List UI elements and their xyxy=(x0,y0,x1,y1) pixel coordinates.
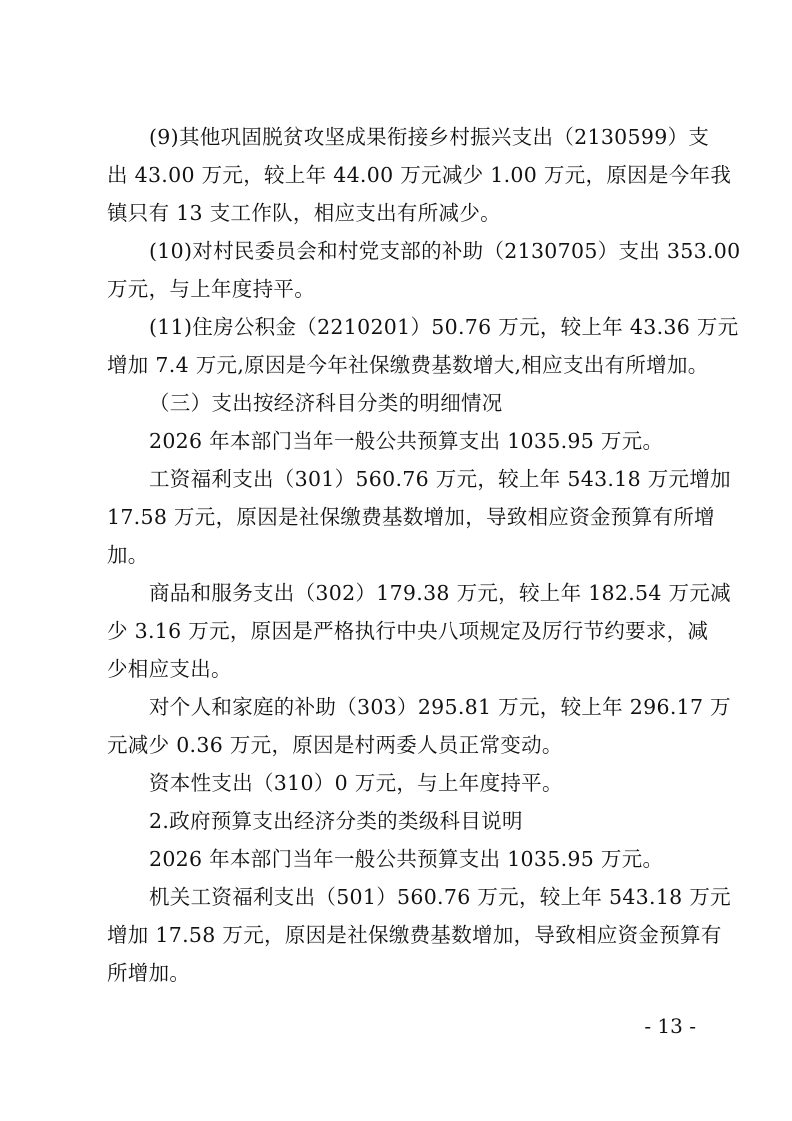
paragraph-line: 商品和服务支出（302）179.38 万元，较上年 182.54 万元减 xyxy=(149,581,731,605)
paragraph-line: 资本性支出（310）0 万元，与上年度持平。 xyxy=(149,771,563,795)
paragraph-line: 增加 7.4 万元,原因是今年社保缴费基数增大,相应支出有所增加。 xyxy=(107,353,709,377)
paragraph-line: 17.58 万元，原因是社保缴费基数增加，导致相应资金预算有所增 xyxy=(107,505,715,529)
paragraph-line: 加。 xyxy=(107,543,149,567)
paragraph-line: 增加 17.58 万元，原因是社保缴费基数增加，导致相应资金预算有 xyxy=(107,923,722,947)
paragraph-line: 元减少 0.36 万元，原因是村两委人员正常变动。 xyxy=(107,733,563,757)
paragraph-line: 对个人和家庭的补助（303）295.81 万元，较上年 296.17 万 xyxy=(149,695,731,719)
paragraph-line: 少相应支出。 xyxy=(107,657,232,681)
paragraph-line: (10)对村民委员会和村党支部的补助（2130705）支出 353.00 xyxy=(149,239,741,263)
section-heading: 2.政府预算支出经济分类的类级科目说明 xyxy=(149,809,523,833)
paragraph-line: 所增加。 xyxy=(107,961,191,985)
paragraph-line: 万元，与上年度持平。 xyxy=(107,277,315,301)
paragraph-line: 少 3.16 万元，原因是严格执行中央八项规定及厉行节约要求，减 xyxy=(107,619,709,643)
paragraph-line: (9)其他巩固脱贫攻坚成果衔接乡村振兴支出（2130599）支 xyxy=(149,125,710,149)
paragraph-line: 2026 年本部门当年一般公共预算支出 1035.95 万元。 xyxy=(149,847,664,871)
paragraph-line: 工资福利支出（301）560.76 万元，较上年 543.18 万元增加 xyxy=(149,467,731,491)
paragraph-line: 镇只有 13 支工作队，相应支出有所减少。 xyxy=(107,201,501,225)
paragraph-line: 机关工资福利支出（501）560.76 万元，较上年 543.18 万元 xyxy=(149,885,731,909)
paragraph-line: (11)住房公积金（2210201）50.76 万元，较上年 43.36 万元 xyxy=(149,315,739,339)
paragraph-line: 2026 年本部门当年一般公共预算支出 1035.95 万元。 xyxy=(149,429,664,453)
paragraph-line: 出 43.00 万元，较上年 44.00 万元减少 1.00 万元，原因是今年我 xyxy=(107,163,732,187)
section-heading: （三）支出按经济科目分类的明细情况 xyxy=(149,391,503,415)
page-number: - 13 - xyxy=(644,1014,696,1038)
